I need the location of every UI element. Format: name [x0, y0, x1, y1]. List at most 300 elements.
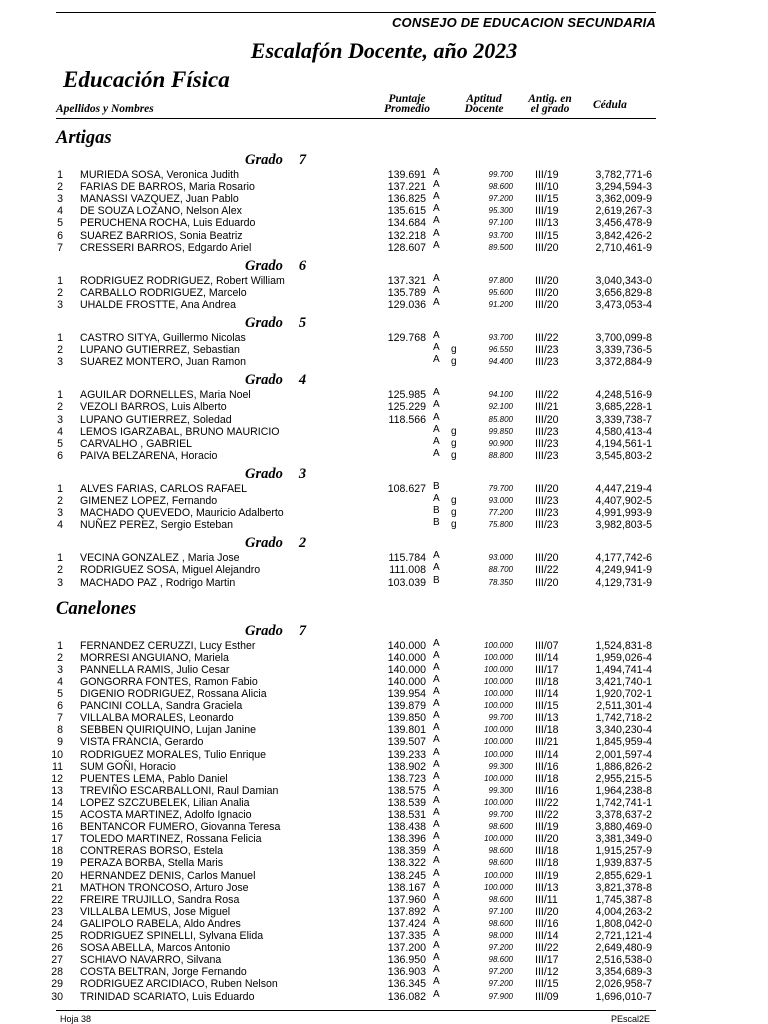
- teacher-name: FERNANDEZ CERUZZI, Lucy Esther: [80, 639, 256, 652]
- row-number: 2: [57, 495, 63, 507]
- g-flag: g: [451, 437, 457, 449]
- cedula: 1,939,837-5: [595, 857, 652, 870]
- antiguedad-grado: III/20: [535, 552, 559, 565]
- antiguedad-grado: III/16: [535, 784, 559, 797]
- aptitud-grade: A: [433, 903, 440, 915]
- table-row: [0, 205, 768, 217]
- antiguedad-grado: III/22: [535, 564, 559, 577]
- table-row: [0, 411, 768, 426]
- row-number: 1: [57, 274, 63, 287]
- puntaje-promedio: 135.615: [387, 205, 426, 218]
- antiguedad-grado: III/23: [535, 344, 559, 357]
- puntaje-promedio: 138.396: [387, 833, 426, 846]
- cedula: 3,340,230-4: [595, 724, 652, 737]
- row-number: 30: [51, 990, 63, 1003]
- table-row: [0, 356, 768, 368]
- aptitud-docente: 78.350: [488, 577, 513, 587]
- cedula: 3,880,469-0: [595, 821, 652, 834]
- cedula: 4,249,941-9: [595, 564, 652, 577]
- aptitud-grade: A: [433, 673, 440, 685]
- aptitud-grade: A: [433, 686, 440, 697]
- teacher-name: FARIAS DE BARROS, Maria Rosario: [80, 181, 255, 194]
- row-number: 6: [57, 449, 63, 462]
- teacher-name: FREIRE TRUJILLO, Sandra Rosa: [80, 893, 240, 906]
- puntaje-promedio: 138.322: [387, 857, 426, 870]
- table-row: [0, 712, 768, 724]
- grado-heading: [245, 372, 306, 389]
- row-number: 22: [51, 893, 63, 906]
- teacher-name: SEBBEN QUIRIQUINO, Lujan Janine: [80, 724, 257, 737]
- puntaje-promedio: 136.950: [387, 954, 426, 967]
- grado-number: 3: [298, 465, 307, 482]
- antiguedad-grado: III/14: [535, 748, 559, 761]
- aptitud-grade: A: [433, 239, 440, 251]
- aptitud-docente: 99.300: [488, 785, 513, 795]
- antiguedad-grado: III/14: [535, 688, 559, 700]
- table-row: [0, 770, 768, 785]
- cedula: 3,040,343-0: [595, 274, 652, 287]
- table-row: [0, 169, 768, 181]
- document-title: Escalafón Docente, año 2023: [250, 38, 518, 63]
- aptitud-docente: 98.600: [488, 858, 513, 868]
- antiguedad-grado: III/13: [535, 881, 559, 894]
- aptitud-grade: A: [433, 411, 440, 423]
- table-row: [0, 239, 768, 254]
- antiguedad-grado: III/18: [535, 857, 559, 870]
- cedula: 2,955,215-5: [595, 772, 652, 785]
- teacher-name: ACOSTA MARTINEZ, Adolfo Ignacio: [80, 809, 252, 821]
- teacher-name: PANNELLA RAMIS, Julio Cesar: [80, 663, 230, 676]
- aptitud-grade: A: [433, 940, 440, 952]
- antiguedad-grado: III/19: [535, 869, 559, 882]
- aptitud-grade: A: [433, 952, 440, 964]
- cedula: 3,982,803-5: [595, 519, 652, 532]
- puntaje-promedio: 111.008: [389, 564, 426, 577]
- cedula: 3,821,378-8: [595, 881, 652, 894]
- department-heading: Artigas: [56, 128, 112, 148]
- cedula: 3,354,689-3: [595, 966, 652, 979]
- aptitud-grade: A: [433, 284, 440, 296]
- cedula: 1,742,741-1: [595, 796, 652, 809]
- aptitud-docente: 100.000: [484, 737, 513, 747]
- teacher-name: VEZOLI BARROS, Luis Alberto: [80, 401, 227, 414]
- aptitud-grade: B: [433, 517, 440, 529]
- cedula: 1,494,741-4: [595, 663, 652, 676]
- aptitud-docente: 97.200: [488, 943, 513, 953]
- aptitud-grade: A: [433, 550, 440, 562]
- footer-rule: [56, 1010, 656, 1011]
- table-row: [0, 344, 768, 356]
- puntaje-promedio: 138.575: [387, 784, 426, 797]
- grado-label: Grado: [245, 257, 283, 274]
- antiguedad-grado: III/15: [535, 700, 559, 713]
- antiguedad-grado: III/19: [535, 821, 559, 834]
- grado-label: Grado: [245, 315, 283, 331]
- puntaje-promedio: 132.218: [387, 229, 426, 242]
- table-row: [0, 782, 768, 797]
- aptitud-grade: A: [433, 649, 440, 661]
- puntaje-promedio: 138.167: [387, 881, 426, 894]
- aptitud-grade: A: [433, 167, 440, 178]
- teacher-name: CARBALLO RODRIGUEZ, Marcelo: [80, 286, 247, 299]
- aptitud-docente: 88.800: [488, 450, 513, 460]
- antiguedad-grado: III/20: [535, 241, 559, 254]
- table-row: [0, 447, 768, 462]
- aptitud-docente: 93.700: [488, 333, 513, 342]
- row-number: 4: [57, 519, 63, 532]
- cedula: 3,339,738-7: [595, 413, 652, 426]
- puntaje-promedio: 140.000: [387, 663, 426, 676]
- cedula: 4,004,263-2: [595, 905, 652, 918]
- row-number: 2: [57, 286, 63, 299]
- aptitud-docente: 97.100: [488, 218, 513, 228]
- aptitud-docente: 77.200: [488, 508, 513, 518]
- aptitud-docente: 99.300: [488, 761, 513, 771]
- cedula: 3,473,053-4: [595, 298, 652, 311]
- row-number: 26: [51, 942, 63, 955]
- antiguedad-grado: III/21: [535, 401, 559, 414]
- row-number: 3: [57, 576, 63, 589]
- row-number: 11: [52, 760, 63, 773]
- aptitud-docente: 97.200: [488, 979, 513, 989]
- table-row: [0, 966, 768, 978]
- g-flag: g: [451, 495, 457, 506]
- teacher-name: VECINA GONZALEZ , Maria Jose: [80, 552, 240, 565]
- aptitud-docente: 99.850: [488, 426, 513, 436]
- row-number: 3: [57, 193, 63, 206]
- antiguedad-grado: III/16: [535, 760, 559, 773]
- aptitud-grade: A: [433, 782, 440, 794]
- aptitud-docente: 90.900: [488, 438, 513, 448]
- aptitud-grade: A: [433, 562, 440, 574]
- aptitud-grade: A: [433, 447, 440, 459]
- cedula: 1,742,718-2: [595, 712, 652, 725]
- aptitud-docente: 100.000: [484, 652, 513, 662]
- cedula: 4,447,219-4: [595, 482, 652, 495]
- puntaje-promedio: 108.627: [387, 482, 426, 495]
- antiguedad-grado: III/22: [535, 389, 559, 402]
- table-row: [0, 736, 768, 748]
- row-number: 28: [51, 966, 63, 979]
- antiguedad-grado: III/11: [535, 893, 558, 906]
- row-number: 2: [57, 564, 63, 577]
- puntaje-promedio: 138.359: [387, 845, 426, 858]
- table-row: [0, 891, 768, 906]
- aptitud-grade: A: [433, 867, 440, 879]
- row-number: 4: [57, 205, 63, 218]
- aptitud-docente: 98.600: [488, 918, 513, 928]
- table-row: [0, 857, 768, 869]
- puntaje-promedio: 136.082: [387, 990, 426, 1003]
- cedula: 3,656,829-8: [595, 286, 652, 299]
- g-flag: g: [451, 449, 457, 461]
- teacher-name: PERUCHENA ROCHA, Luis Eduardo: [80, 217, 256, 230]
- aptitud-grade: A: [433, 203, 440, 215]
- table-row: [0, 688, 768, 700]
- teacher-name: PAIVA BELZARENA, Horacio: [80, 449, 218, 462]
- puntaje-promedio: 125.229: [387, 401, 426, 414]
- aptitud-grade: A: [433, 988, 440, 1000]
- aptitud-docente: 92.100: [488, 402, 513, 412]
- cedula: 3,339,736-5: [595, 344, 652, 357]
- cedula: 4,407,902-5: [595, 495, 652, 507]
- row-number: 19: [51, 857, 63, 870]
- puntaje-promedio: 103.039: [387, 576, 426, 589]
- grado-heading: [245, 623, 306, 640]
- teacher-name: ALVES FARIAS, CARLOS RAFAEL: [80, 482, 248, 495]
- antiguedad-grado: III/10: [535, 181, 559, 194]
- row-number: 2: [57, 401, 63, 414]
- table-row: [0, 495, 768, 507]
- aptitud-grade: A: [433, 722, 440, 734]
- aptitud-docente: 98.600: [488, 822, 513, 832]
- teacher-name: DE SOUZA LOZANO, Nelson Alex: [80, 205, 242, 218]
- row-number: 3: [57, 356, 63, 369]
- puntaje-promedio: 137.424: [387, 917, 426, 930]
- puntaje-promedio: 138.539: [387, 796, 426, 809]
- report-code: PEscal2E: [610, 1014, 650, 1024]
- cedula: 1,745,387-8: [595, 893, 652, 906]
- antiguedad-grado: III/07: [535, 639, 559, 652]
- table-row: [0, 284, 768, 299]
- aptitud-grade: A: [433, 855, 440, 867]
- table-row: [0, 564, 768, 576]
- teacher-name: RODRIGUEZ ARCIDIACO, Ruben Nelson: [80, 978, 278, 991]
- puntaje-promedio: 138.438: [387, 821, 426, 834]
- table-row: [0, 272, 768, 287]
- row-number: 17: [51, 833, 63, 846]
- teacher-name: VISTA FRANCIA, Gerardo: [80, 736, 204, 749]
- aptitud-grade: B: [433, 480, 440, 492]
- puntaje-promedio: 140.000: [387, 675, 426, 688]
- row-number: 1: [57, 639, 63, 652]
- aptitud-grade: A: [433, 976, 440, 988]
- table-row: [0, 423, 768, 438]
- row-number: 2: [57, 651, 63, 664]
- aptitud-grade: A: [433, 819, 440, 831]
- row-number: 15: [51, 809, 63, 821]
- teacher-name: MANASSI VAZQUEZ, Juan Pablo: [80, 193, 239, 206]
- table-row: [0, 519, 768, 531]
- aptitud-docente: 95.300: [488, 206, 513, 216]
- aptitud-grade: A: [433, 215, 440, 227]
- puntaje-promedio: 136.825: [387, 193, 426, 206]
- cedula: 3,362,009-9: [595, 193, 652, 206]
- antiguedad-grado: III/23: [535, 425, 559, 438]
- cedula: 4,580,413-4: [595, 425, 652, 438]
- cedula: 4,991,993-9: [595, 507, 652, 520]
- table-row: [0, 724, 768, 736]
- cedula: 1,959,026-4: [595, 651, 652, 664]
- cedula: 3,372,884-9: [595, 356, 652, 369]
- aptitud-docente: 100.000: [484, 882, 513, 892]
- puntaje-promedio: 140.000: [387, 639, 426, 652]
- teacher-name: GALIPOLO RABELA, Aldo Andres: [80, 917, 241, 930]
- g-flag: g: [451, 507, 457, 519]
- grado-number: 7: [298, 622, 307, 639]
- antiguedad-grado: III/15: [535, 978, 559, 991]
- cedula: 3,421,740-1: [595, 675, 652, 688]
- aptitud-docente: 100.000: [484, 749, 513, 759]
- teacher-name: LUPANO GUTIERREZ, Sebastian: [80, 344, 240, 357]
- grado-number: 5: [298, 315, 307, 331]
- col-header-cedula: Cédula: [593, 99, 627, 111]
- teacher-name: VILLALBA MORALES, Leonardo: [80, 712, 234, 725]
- puntaje-promedio: 138.245: [387, 869, 426, 882]
- teacher-name: MACHADO PAZ , Rodrigo Martin: [80, 576, 236, 589]
- aptitud-grade: A: [433, 831, 440, 843]
- grado-number: 6: [298, 257, 307, 274]
- teacher-name: TRINIDAD SCARIATO, Luis Eduardo: [80, 990, 255, 1003]
- aptitud-grade: A: [433, 710, 440, 722]
- antiguedad-grado: III/12: [535, 966, 559, 979]
- row-number: 1: [57, 169, 63, 181]
- cedula: 3,700,099-8: [595, 332, 652, 344]
- grado-number: 2: [298, 535, 307, 552]
- row-number: 24: [51, 917, 63, 930]
- table-row: [0, 181, 768, 193]
- aptitud-docente: 94.400: [488, 357, 513, 367]
- antiguedad-grado: III/23: [535, 437, 559, 450]
- puntaje-promedio: 137.335: [387, 930, 426, 942]
- aptitud-grade: A: [433, 879, 440, 891]
- cedula: 4,129,731-9: [595, 576, 652, 589]
- aptitud-docente: 100.000: [484, 701, 513, 711]
- cedula: 3,294,594-3: [595, 181, 652, 194]
- puntaje-promedio: 137.221: [387, 181, 426, 194]
- table-row: [0, 988, 768, 1003]
- teacher-name: TREVIÑO ESCARBALLONI, Raul Damian: [80, 784, 279, 797]
- teacher-name: PUENTES LEMA, Pablo Daniel: [80, 772, 228, 785]
- teacher-name: SOSA ABELLA, Marcos Antonio: [80, 942, 231, 955]
- aptitud-docente: 98.000: [488, 931, 513, 940]
- row-number: 5: [57, 688, 63, 700]
- cedula: 2,516,538-0: [595, 954, 652, 967]
- antiguedad-grado: III/20: [535, 482, 559, 495]
- aptitud-docente: 79.700: [488, 483, 513, 493]
- aptitud-docente: 97.100: [488, 906, 513, 916]
- antiguedad-grado: III/13: [535, 217, 559, 230]
- aptitud-docente: 97.200: [488, 194, 513, 204]
- aptitud-grade: A: [433, 746, 440, 758]
- row-number: 16: [51, 821, 63, 834]
- antiguedad-grado: III/17: [535, 663, 559, 676]
- puntaje-promedio: 139.879: [387, 700, 426, 713]
- row-number: 5: [57, 217, 63, 230]
- antiguedad-grado: III/23: [535, 449, 559, 462]
- aptitud-docente: 100.000: [484, 773, 513, 783]
- cedula: 1,964,238-8: [595, 784, 652, 797]
- aptitud-docente: 85.800: [488, 414, 513, 424]
- table-row: [0, 821, 768, 833]
- antiguedad-grado: III/22: [535, 332, 559, 344]
- grado-heading: [245, 152, 306, 169]
- aptitud-grade: A: [433, 891, 440, 903]
- row-number: 27: [51, 954, 63, 967]
- puntaje-promedio: 134.684: [387, 217, 426, 230]
- aptitud-grade: A: [433, 661, 440, 673]
- aptitud-docente: 95.600: [488, 287, 513, 297]
- teacher-name: RODRIGUEZ SPINELLI, Sylvana Elida: [80, 930, 264, 942]
- antiguedad-grado: III/14: [535, 930, 559, 942]
- table-row: [0, 845, 768, 857]
- antiguedad-grado: III/20: [535, 286, 559, 299]
- col-header-names: Apellidos y Nombres: [56, 103, 154, 115]
- aptitud-grade: A: [433, 330, 440, 341]
- aptitud-docente: 97.800: [488, 275, 513, 285]
- antiguedad-grado: III/20: [535, 274, 559, 287]
- cedula: 2,649,480-9: [595, 942, 652, 955]
- cedula: 1,845,959-4: [595, 736, 652, 749]
- antiguedad-grado: III/19: [535, 169, 559, 181]
- table-row: [0, 401, 768, 413]
- aptitud-docente: 97.900: [488, 991, 513, 1001]
- cedula: 3,456,478-9: [595, 217, 652, 230]
- page-number: Hoja 38: [60, 1014, 92, 1024]
- aptitud-docente: 97.200: [488, 967, 513, 977]
- row-number: 6: [57, 229, 63, 242]
- aptitud-docente: 100.000: [484, 664, 513, 674]
- puntaje-promedio: 129.768: [387, 332, 426, 344]
- cedula: 1,886,826-2: [595, 760, 652, 773]
- teacher-name: MORRESI ANGUIANO, Mariela: [80, 651, 229, 664]
- aptitud-docente: 100.000: [484, 797, 513, 807]
- grado-heading: [245, 535, 306, 552]
- table-row: [0, 930, 768, 942]
- antiguedad-grado: III/18: [535, 724, 559, 737]
- row-number: 7: [57, 712, 63, 725]
- row-number: 6: [57, 700, 63, 713]
- table-row: [0, 978, 768, 990]
- aptitud-grade: A: [433, 435, 440, 447]
- puntaje-promedio: 136.903: [387, 966, 426, 979]
- table-row: [0, 227, 768, 242]
- table-row: [0, 903, 768, 918]
- aptitud-grade: A: [433, 227, 440, 239]
- teacher-name: CRESSERI BARROS, Edgardo Ariel: [80, 241, 252, 254]
- table-row: [0, 867, 768, 882]
- table-row: [0, 193, 768, 205]
- cedula: 1,915,257-9: [595, 845, 652, 858]
- puntaje-promedio: 139.507: [387, 736, 426, 749]
- teacher-name: GONGORRA FONTES, Ramon Fabio: [80, 675, 258, 688]
- aptitud-grade: B: [433, 574, 440, 586]
- aptitud-grade: A: [433, 770, 440, 782]
- cedula: 4,248,516-9: [595, 389, 652, 402]
- table-row: [0, 833, 768, 845]
- row-number: 3: [57, 663, 63, 676]
- cedula: 3,545,803-2: [595, 449, 652, 462]
- table-row: [0, 954, 768, 966]
- cedula: 2,511,301-4: [596, 700, 652, 713]
- puntaje-promedio: 137.960: [387, 893, 426, 906]
- cedula: 3,842,426-2: [595, 229, 652, 242]
- teacher-name: CARVALHO , GABRIEL: [80, 437, 193, 450]
- puntaje-promedio: 137.892: [387, 905, 426, 918]
- aptitud-docente: 89.500: [488, 242, 513, 252]
- table-row: [0, 809, 768, 821]
- table-row: [0, 700, 768, 712]
- table-row: [0, 746, 768, 761]
- teacher-name: TOLEDO MARTINEZ, Rossana Felicia: [80, 833, 262, 846]
- antiguedad-grado: III/13: [535, 712, 559, 725]
- table-row: [0, 758, 768, 773]
- aptitud-grade: A: [433, 698, 440, 710]
- row-number: 10: [51, 748, 63, 761]
- g-flag: g: [451, 356, 457, 368]
- puntaje-promedio: 139.801: [387, 724, 426, 737]
- table-row: [0, 389, 768, 401]
